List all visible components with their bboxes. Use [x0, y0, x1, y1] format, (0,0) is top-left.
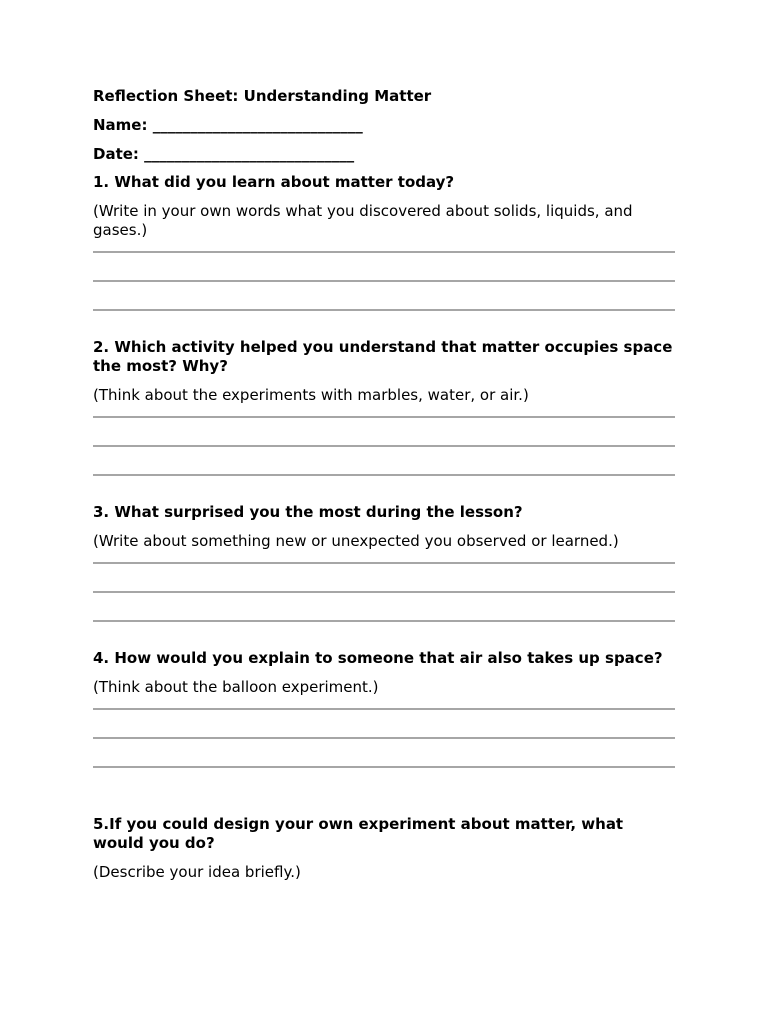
question-5: 5.If you could design your own experiment about matter, what would you do? — [93, 815, 624, 852]
page-title: Reflection Sheet: Understanding Matter — [93, 87, 432, 105]
worksheet-page — [93, 86, 675, 893]
question-section-3 — [93, 503, 675, 622]
question-section-4 — [93, 649, 675, 768]
answer-line[interactable] — [93, 251, 675, 253]
question-section-2 — [93, 338, 675, 476]
answer-line[interactable] — [93, 591, 675, 593]
answer-line[interactable] — [93, 737, 675, 739]
question-3: 3. What surprised you the most during the lesson? — [93, 503, 523, 521]
question-section-1 — [93, 173, 675, 311]
question-2: 2. Which activity helped you understand that matter occupies space the most? Why? — [93, 338, 673, 375]
answer-line[interactable] — [93, 280, 675, 282]
question-4-hint: (Think about the balloon experiment.) — [93, 678, 379, 696]
answer-line[interactable] — [93, 708, 675, 710]
answer-line[interactable] — [93, 309, 675, 311]
answer-lines-3[interactable] — [93, 562, 675, 622]
date-field[interactable]: Date: ____________________________ — [93, 145, 355, 163]
answer-line[interactable] — [93, 445, 675, 447]
question-5-hint: (Describe your idea briefly.) — [93, 863, 301, 881]
answer-lines-4[interactable] — [93, 708, 675, 768]
question-3-hint: (Write about something new or unexpected you observed or learned.) — [93, 532, 619, 550]
answer-line[interactable] — [93, 562, 675, 564]
answer-line[interactable] — [93, 416, 675, 418]
question-1-hint: (Write in your own words what you discovered about solids, liquids, and gases.) — [93, 202, 633, 239]
question-section-5 — [93, 815, 675, 882]
answer-line[interactable] — [93, 474, 675, 476]
answer-lines-1[interactable] — [93, 251, 675, 311]
name-field[interactable]: Name: ____________________________ — [93, 116, 363, 134]
question-1: 1. What did you learn about matter today? — [93, 173, 455, 191]
answer-line[interactable] — [93, 766, 675, 768]
question-4: 4. How would you explain to someone that air also takes up space? — [93, 649, 663, 667]
answer-lines-2[interactable] — [93, 416, 675, 476]
question-2-hint: (Think about the experiments with marbles, water, or air.) — [93, 386, 529, 404]
answer-line[interactable] — [93, 620, 675, 622]
